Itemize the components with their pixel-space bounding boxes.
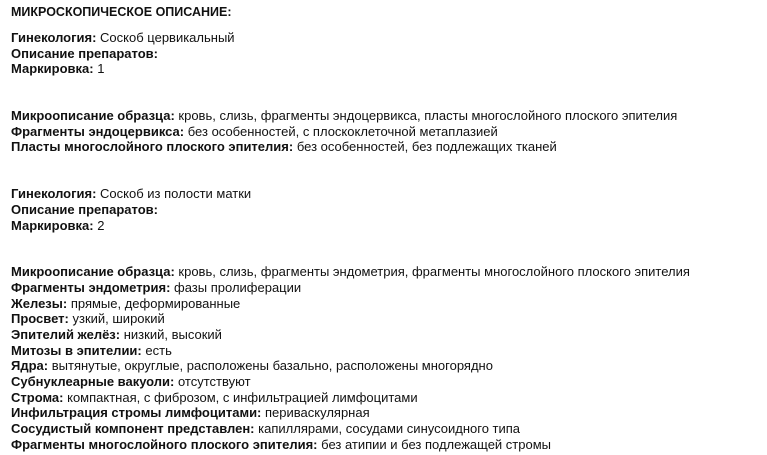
detail-row	[11, 437, 767, 453]
field-specimen-description	[11, 46, 767, 62]
field-value: периваскулярная	[265, 405, 370, 421]
detail-row	[11, 327, 767, 343]
sample-2-details	[11, 264, 767, 452]
detail-row	[11, 374, 767, 390]
field-marking	[11, 218, 767, 234]
section-title: МИКРОСКОПИЧЕСКОЕ ОПИСАНИЕ:	[11, 5, 232, 19]
detail-row	[11, 108, 767, 124]
field-label: Описание препаратов:	[11, 45, 158, 61]
field-value: фазы пролиферации	[174, 279, 302, 295]
field-label: Митозы в эпителии:	[11, 342, 142, 358]
field-label: Эпителий желёз:	[11, 326, 121, 342]
field-label: Просвет:	[11, 311, 69, 327]
field-label: Строма:	[11, 389, 64, 405]
field-value: 2	[97, 217, 105, 233]
field-gynecology	[11, 30, 767, 46]
field-value: кровь, слизь, фрагменты эндометрия, фрагменты многослойного плоского эпителия	[178, 264, 690, 280]
sample-1-details	[11, 108, 767, 155]
field-label: Гинекология:	[11, 186, 97, 202]
sample-2	[11, 186, 767, 452]
field-value: без особенностей, без подлежащих тканей	[296, 139, 557, 155]
field-label: Фрагменты эндоцервикса:	[11, 123, 185, 139]
detail-row	[11, 124, 767, 140]
detail-row	[11, 358, 767, 374]
field-value: капиллярами, сосудами синусоидного типа	[258, 421, 521, 437]
detail-row	[11, 405, 767, 421]
field-value: отсутствуют	[177, 374, 251, 389]
field-value: Соскоб цервикальный	[100, 30, 235, 45]
sample-2-header	[11, 186, 767, 233]
field-value: узкий, широкий	[72, 311, 165, 327]
detail-row	[11, 390, 767, 406]
field-label: Фрагменты эндометрия:	[11, 279, 171, 295]
field-label: Инфильтрация стромы лимфоцитами:	[11, 405, 262, 421]
field-gynecology	[11, 186, 767, 202]
field-label: Гинекология:	[11, 30, 97, 45]
field-label: Пласты многослойного плоского эпителия:	[11, 139, 294, 155]
field-label: Ядра:	[11, 358, 49, 374]
field-value: есть	[145, 342, 172, 358]
detail-row	[11, 421, 767, 437]
field-marking	[11, 61, 767, 77]
field-value: компактная, с фиброзом, с инфильтрацией лимфоцитами	[67, 389, 418, 405]
field-label: Маркировка:	[11, 217, 94, 233]
field-label: Описание препаратов:	[11, 201, 158, 217]
sample-1	[11, 30, 767, 155]
field-value: Соскоб из полости матки	[100, 186, 252, 202]
detail-row	[11, 280, 767, 296]
field-value: без особенностей, с плоскоклеточной метаплазией	[187, 123, 498, 139]
field-label: Микроописание образца:	[11, 264, 175, 280]
field-value: низкий, высокий	[123, 326, 222, 342]
field-value: 1	[97, 61, 105, 77]
detail-row	[11, 139, 767, 155]
field-value: без атипии и без подлежащей стромы	[321, 436, 551, 452]
field-label: Субнуклеарные вакуоли:	[11, 374, 175, 389]
field-value: кровь, слизь, фрагменты эндоцервикса, пласты многослойного плоского эпителия	[178, 108, 678, 124]
field-value: прямые, деформированные	[70, 295, 241, 311]
field-specimen-description	[11, 202, 767, 218]
field-label: Сосудистый компонент представлен:	[11, 421, 255, 437]
field-value: вытянутые, округлые, расположены базально, расположены многорядно	[51, 358, 493, 374]
field-label: Фрагменты многослойного плоского эпителия:	[11, 436, 318, 452]
detail-row	[11, 343, 767, 359]
detail-row	[11, 296, 767, 312]
field-label: Микроописание образца:	[11, 108, 175, 124]
detail-row	[11, 311, 767, 327]
field-label: Железы:	[11, 295, 68, 311]
sample-1-header	[11, 30, 767, 77]
field-label: Маркировка:	[11, 61, 94, 77]
detail-row	[11, 264, 767, 280]
